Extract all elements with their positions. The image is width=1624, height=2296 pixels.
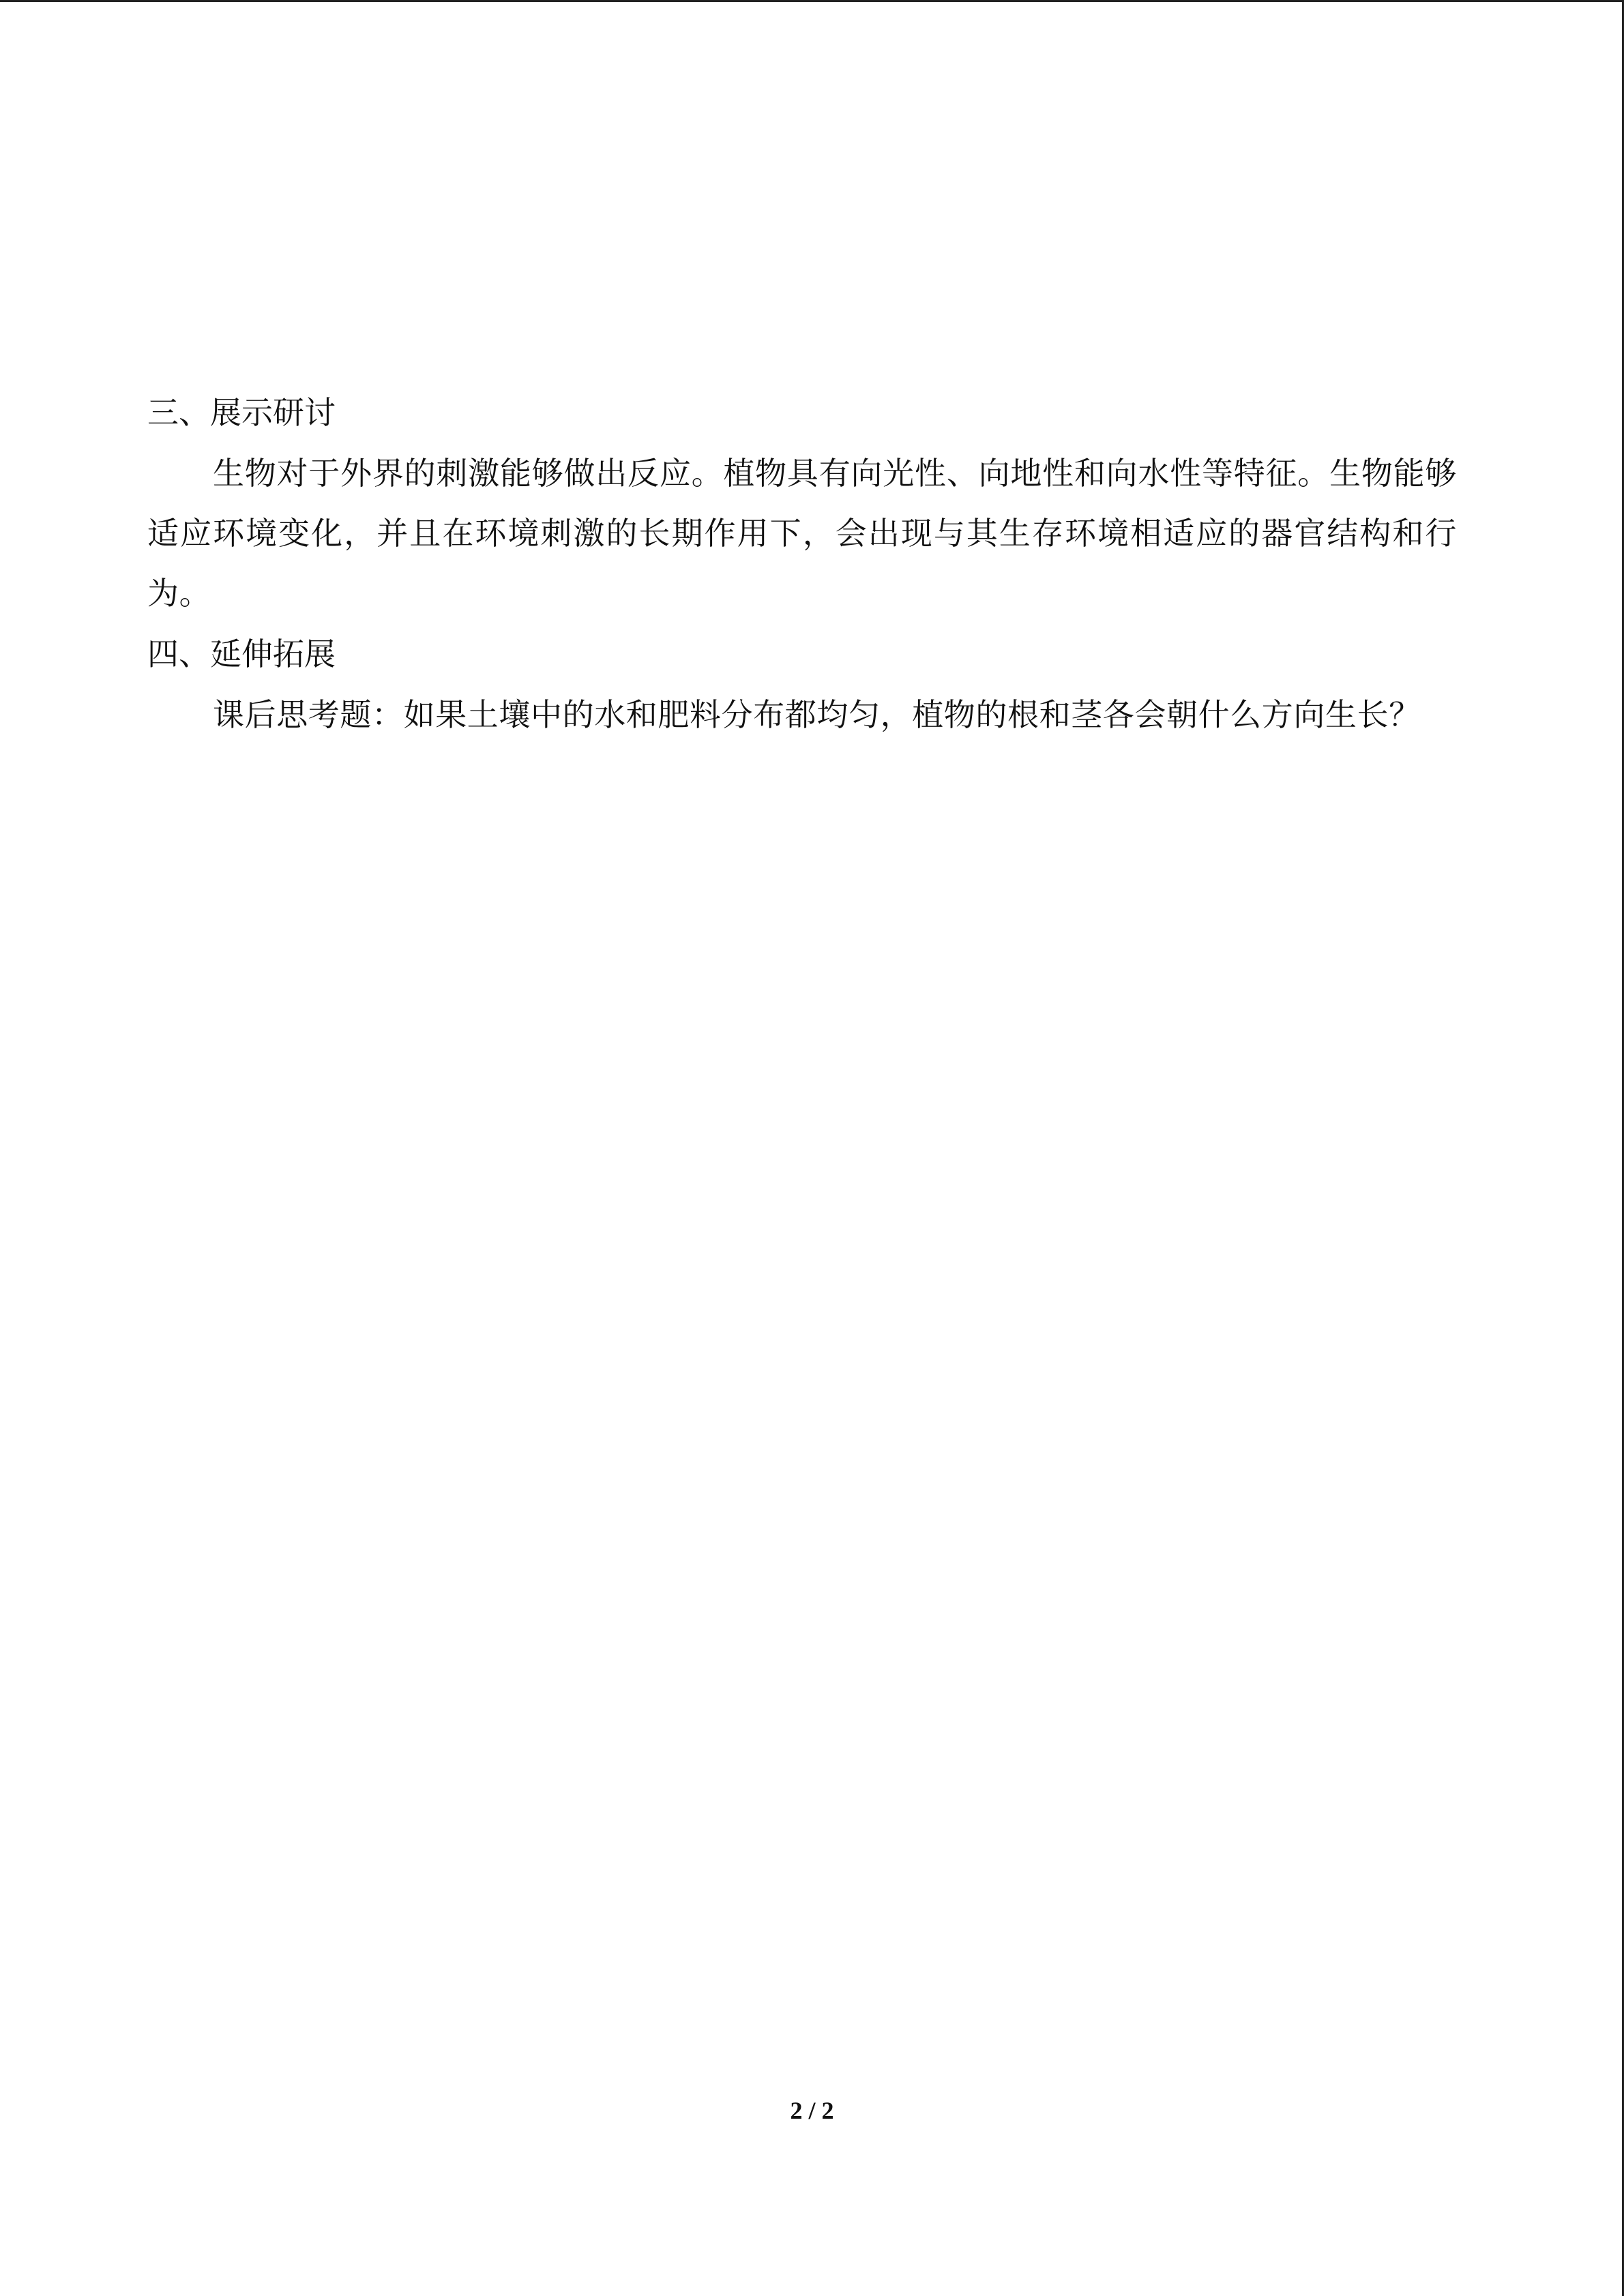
section-paragraph: 生物对于外界的刺激能够做出反应。植物具有向光性、向地性和向水性等特征。生物能够适应环境变化，并且在环境刺激的长期作用下，会出现与其生存环境相适应的器官结构和行为。 — [147, 455, 1457, 612]
section-extension — [147, 623, 1457, 745]
section-heading: 三、展示研讨 — [147, 394, 336, 431]
page-number: 2 / 2 — [790, 2097, 834, 2124]
section-display-discussion — [147, 382, 1457, 623]
document-body — [147, 382, 1457, 745]
section-heading: 四、延伸拓展 — [147, 636, 336, 672]
section-paragraph: 课后思考题：如果土壤中的水和肥料分布都均匀，植物的根和茎各会朝什么方向生长？ — [213, 696, 1421, 733]
page-top-border — [0, 0, 1624, 2]
